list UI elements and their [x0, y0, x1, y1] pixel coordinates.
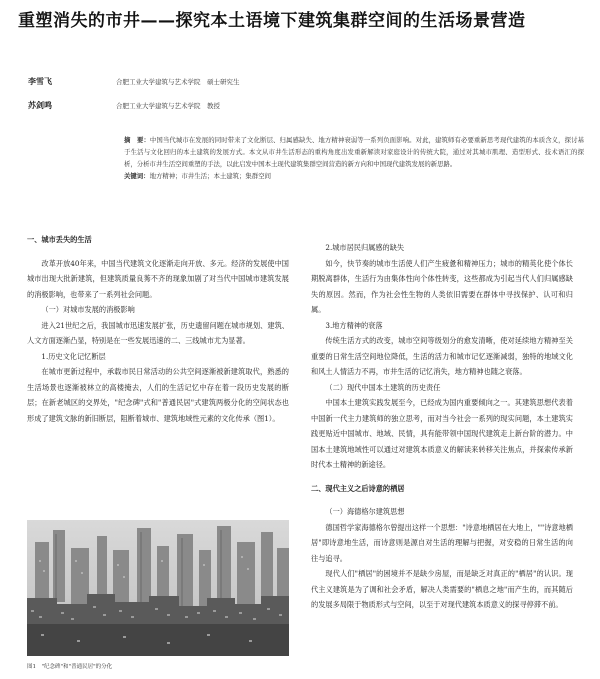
cityscape-photo: [27, 520, 289, 656]
figure-city-photo: [27, 520, 289, 656]
paragraph: 传统生活方式的改变，城市空间等级划分的愈发清晰，使对延续地方精神至关重要的日常生活空间地位降低，生活的活力和城市记忆逐渐减弱，独特的地域文化和风土人情活力不再，市井生活的记忆消失，地方精神也随之衰落。: [311, 336, 573, 376]
paragraph: 中国本土建筑实践发展至今，已经成为国内重要倾向之一。其建筑思想代表着中国新一代主力建筑师的独立思考，而对当今社会一系列的现实问题，本土建筑实践更贴近中国城市、地域、民情，具有能带领中国现代建筑走上新台阶的潜力。中国本土建筑地域性可以通过对建筑本质意义的解读来转移关注焦点，并探索传承新时代本土精神的新途径。: [311, 398, 573, 469]
author-affiliation: 合肥工业大学建筑与艺术学院 教授: [116, 102, 220, 110]
paragraph: 如今，快节奏的城市生活使人们产生疲惫和精神压力；城市的精英化使个体长期脱离群体，生活行为由集体性向个体性转变，这些都成为引起当代人们归属感缺失的原因。然而，作为社会性生物的人类依旧需要在群体中寻找保护、认可和归属。: [311, 258, 573, 314]
abstract-label: 摘 要：: [124, 136, 150, 144]
figure-caption: 图1 "纪念碑"和"普通民居"的分化: [27, 664, 113, 670]
section-heading: 二、现代主义之后诗意的栖居: [311, 483, 405, 493]
abstract: [124, 134, 584, 182]
keywords-label: 关键词：: [124, 172, 150, 180]
right-column: [311, 240, 573, 613]
abstract-text: 中国当代城市在发展的同时带来了文化断层、归属感缺失、地方精神衰弱等一系列负面影响。对此，建筑师有必要重新思考现代建筑的本质含义，探讨基于生活与文化回归的本土建筑的发展方式。本文从市井生活形态的重构角度出发重新解读对家庭设计的传统大院，通过对其城市肌理、造型形式、技术语汇的探析，分析市井生活空间重塑的手法，以此启发中国本土现代建筑集群空间营造的新方向和中国现代建筑发展的新思路。: [124, 136, 584, 168]
subsubsection-heading: 2.城市居民归属感的缺失: [325, 243, 405, 252]
paper-title: 重塑消失的市井——探究本土语境下建筑集群空间的生活场景营造: [18, 11, 526, 31]
author-name: 苏剑鸣: [28, 101, 52, 110]
author-name: 李雪飞: [28, 77, 52, 86]
subsection-heading: （二）现代中国本土建筑的历史责任: [325, 382, 441, 392]
subsection-heading: （一）海德格尔建筑思想: [325, 507, 405, 516]
paragraph: 现代人们"栖居"的困境并不是缺少房屋，而是缺乏对真正的"栖居"的认识。现代主义建筑是为了调和社会矛盾，解决人类需要的"栖息之地"而产生的，而其随后的发展多局限于物质形式与空间，以至于对现代建筑本质意义的探寻停滞不前。: [311, 569, 573, 609]
subsubsection-heading: 1.历史文化记忆断层: [41, 351, 106, 361]
subsubsection-heading: 3.地方精神的衰落: [325, 320, 383, 330]
paragraph: 德国哲学家海德格尔曾提出这样一个思想："诗意地栖居在大地上，""诗意地栖居"即诗意地生活，而诗意则是源自对生活的理解与把握，对安稳的日常生活的向往与追寻。: [311, 522, 573, 563]
keywords: 地方精神；市井生活；本土建筑；集群空间: [149, 172, 271, 180]
paragraph: 改革开放40年来，中国当代建筑文化逐渐走向开放、多元。经济的发展使中国城市出现大批新建筑，但建筑质量良莠不齐的现象加剧了对当代中国城市建筑发展的消极影响，也带来了一系列社会问题。: [27, 258, 289, 299]
subsection-heading: （一）对城市发展的消极影响: [41, 305, 135, 314]
section-heading: 一、城市丢失的生活: [27, 235, 92, 244]
paragraph: 在城市更新过程中，承载市民日常活动的公共空间逐渐被新建筑取代，熟悉的生活场景也逐渐被林立的高楼掩去，人们的生活记忆中存在着一段历史发展的断层；在新老城区的交界处，"纪念碑"式和"普通民居"式建筑两极分化的空间状态也形成了建筑文脉的新旧断层，阻断着城市、建筑地域性元素的文化传承（图1）。: [27, 367, 289, 423]
left-column: [27, 232, 289, 426]
paragraph: 进入21世纪之后，我国城市迅速发展扩张，历史遗留问题在城市规划、建筑、人文方面逐渐凸显，特别是在一些发展迅速的二、三线城市尤为显著。: [27, 320, 289, 345]
author-affiliation: 合肥工业大学建筑与艺术学院 硕士研究生: [116, 78, 240, 86]
